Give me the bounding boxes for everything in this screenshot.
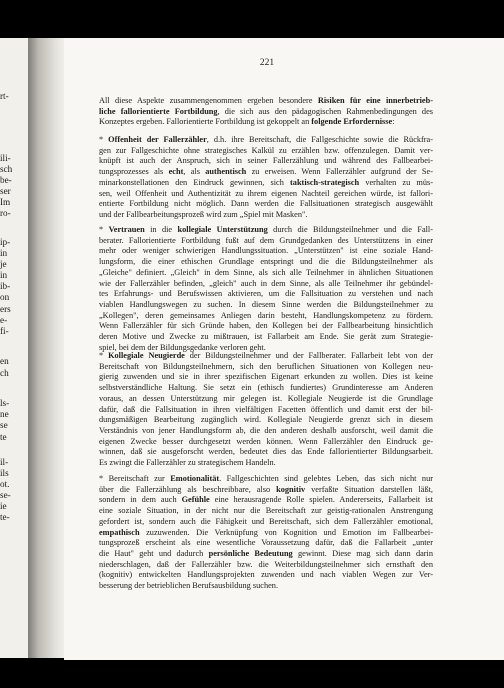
text-line xyxy=(99,405,433,416)
text-line xyxy=(99,268,433,279)
text-line xyxy=(99,300,433,311)
text-run: spiel, bei dem der Bildungsgedanke verloren geht. xyxy=(99,342,266,352)
text-run: entierte Fortbildung nicht möglich. Dann werden die Fallsituationen strategisch ausgewählt xyxy=(99,199,433,209)
right-page xyxy=(64,38,504,660)
text-run: gefordert ist, sondern auch die Fähigkeit und Bereitschaft, sich dem Fallerzähler emotional, xyxy=(99,516,433,526)
text-run: „Gleiche" definiert. „Gleich" in dem Sinne, als sich alle Teilnehmer in ähnlichen Situationen xyxy=(99,267,433,277)
text-line xyxy=(99,96,433,107)
text-run: mehr oder weniger schwierigen Handlungssituation. „Unterstützen" ist eine soziale Hand- xyxy=(99,246,433,256)
bold-text: Emotionalität xyxy=(170,474,220,483)
left-page-fragment: ro- xyxy=(0,208,11,218)
left-page-fragment: ser xyxy=(0,186,11,196)
left-page-fragment: se- xyxy=(0,490,11,500)
text-line xyxy=(99,210,433,221)
text-run: eine soziale Situation, in der nicht nur die Bereitschaft zur geistig-rationalen Anstrengung xyxy=(99,506,433,516)
text-run: tungsprozeß erscheint als eine wesentliche Voraussetzung dafür, daß die Fallarbeit „unter xyxy=(99,538,433,548)
page-number: 221 xyxy=(259,58,275,68)
text-run: Verständnis von jener Handlungsform ab, die den anderen deshalb ausforscht, weil damit die xyxy=(99,426,433,436)
bold-text: liche fallorientierte Fortbildung xyxy=(99,106,218,116)
left-page-fragment: rt- xyxy=(0,91,9,101)
left-page-fragment: Im xyxy=(0,197,11,207)
text-run: der Bildungsteilnehmer und der Fallberater. Fallarbeit lebt von der xyxy=(184,351,433,360)
bold-text: Vertrauen xyxy=(108,225,145,234)
left-page-fragment: ls- xyxy=(0,398,10,408)
text-run: selbstverständliche Haltung. Sie setzt ein (ethisch fundiertes) Grundinteresse am Anderen xyxy=(99,383,433,393)
text-line xyxy=(99,538,433,549)
text-line xyxy=(99,581,433,592)
left-page-fragment: ie xyxy=(0,501,7,511)
text-line xyxy=(99,332,433,343)
text-run: (kognitiv) entwickelten Handlungsprojekten zuwenden und nach viablen Wegen zur Ver- xyxy=(99,570,433,580)
left-page-fragment: ers xyxy=(0,304,11,314)
text-run: zu erweisen. Wenn Fallerzähler aufgrund der Se- xyxy=(246,167,433,177)
text-run: tes Erfahrungs- und Berufswissen aktivieren, um die Fallsituation zu verstehen und nach xyxy=(99,289,433,299)
text-line xyxy=(99,225,433,236)
text-run: * xyxy=(99,135,109,144)
text-run: : xyxy=(392,117,395,127)
paragraph xyxy=(99,96,433,128)
text-line xyxy=(99,437,433,448)
text-run: über die Fallerzählung als beschreibbare, also xyxy=(99,484,277,494)
text-run: * xyxy=(99,351,109,360)
left-page-fragment: ot. xyxy=(0,479,10,489)
left-page-fragment: ib- xyxy=(0,281,11,291)
text-line xyxy=(99,135,433,146)
text-line xyxy=(99,311,433,322)
bold-text: kognitiv xyxy=(276,484,306,494)
text-run: , die sich aus den pädagogischen Rahmenbedingungen des xyxy=(217,106,433,116)
text-line xyxy=(99,426,433,437)
text-run: in die xyxy=(144,225,178,234)
text-line xyxy=(99,485,433,496)
text-run: eigenen Zwecke besser durchgesetzt werden können. Wenn Fallerzähler den Eindruck ge- xyxy=(99,436,433,446)
text-run: Es zwingt die Fallerzähler zu strategischem Handeln. xyxy=(99,458,276,468)
text-run: deren Motive und Zwecke zu mißtrauen, ist Fallarbeit am Ende. Sie gerät zum Strategie- xyxy=(99,332,433,342)
text-line xyxy=(99,447,433,458)
bold-text: empathisch xyxy=(99,527,140,537)
text-line xyxy=(99,549,433,560)
text-run: gierig zuwenden und sie in ihrer spezifischen Eigenart erkunden zu wollen. Dies ist keine xyxy=(99,372,433,382)
text-run: besserung der betrieblichen Berufsausbildung suchen. xyxy=(99,581,279,591)
left-page-fragment: te- xyxy=(0,512,10,522)
text-line xyxy=(99,351,433,362)
text-run: Konzeptes ergeben. Fallorientierte Fortbildung ist gekoppelt an xyxy=(99,117,312,127)
text-line xyxy=(99,560,433,571)
left-page-fragment: en xyxy=(0,356,9,366)
text-run: gewinnt. Diese mag sich dann darin xyxy=(292,549,433,559)
text-run: . Fallgeschichten sind gelebtes Leben, das sich nicht nur xyxy=(219,474,433,483)
text-line xyxy=(99,257,433,268)
left-page-fragment: ip- xyxy=(0,237,11,247)
left-page-fragment: ne xyxy=(0,409,9,419)
text-run: verfaßte Situation darstellen läßt, xyxy=(305,484,433,494)
text-run: und der Fallbearbeitungsprozeß wird zum „Spiel mit Masken". xyxy=(99,210,308,220)
text-line xyxy=(99,289,433,300)
text-run: , als xyxy=(183,167,206,177)
text-run: All diese Aspekte zusammengenommen ergeben besondere xyxy=(99,96,318,105)
text-run: sen, weil Offenheit und Authentizität zu ihrem eigenen Nachteil gereichen würde, ist fallori- xyxy=(99,188,433,198)
text-run: berater. Fallorientierte Fortbildung fußt auf dem Grundgedanken des Unterstützens in einer xyxy=(99,235,433,245)
text-line xyxy=(99,372,433,383)
bold-text: folgende Erfordernisse xyxy=(311,117,393,127)
left-page-fragment: ch xyxy=(0,368,9,378)
text-run: die Haut" geht und dadurch xyxy=(99,549,209,559)
text-line xyxy=(99,246,433,257)
text-line xyxy=(99,236,433,247)
text-line xyxy=(99,415,433,426)
text-run: , d.h. ihre Bereitschaft, die Fallgeschichte sowie die Rückfra- xyxy=(206,135,433,144)
text-line xyxy=(99,506,433,517)
text-line xyxy=(99,458,433,469)
text-line xyxy=(99,189,433,200)
text-line xyxy=(99,321,433,332)
text-line xyxy=(99,156,433,167)
left-page-fragment: te xyxy=(0,432,7,442)
text-run: winnen, daß sie ausgeforscht werden, bedeutet dies das Ende fallorientierter Bildungsarbeit. xyxy=(99,447,433,457)
text-run: wie der Fallerzähler befinden, „gleich" auch in dem Sinne, als alle Teilnehmer ihr gebündel- xyxy=(99,278,433,288)
left-page-fragment: ili- xyxy=(0,153,11,163)
text-run: verhalten zu müs- xyxy=(359,177,433,187)
bold-text: persönliche Bedeutung xyxy=(208,549,293,559)
left-page-fragment: sch xyxy=(0,164,13,174)
bold-text: Offenheit der Fallerzähler xyxy=(108,135,207,144)
left-page-fragment: be- xyxy=(0,175,12,185)
text-run: viablen Handlungswegen zu suchen. In diesem Sinne werden die Bildungsteilnehmer zu xyxy=(99,300,433,310)
text-line xyxy=(99,199,433,210)
book-gutter xyxy=(28,38,64,658)
text-run: knüpft ist auch der Anspruch, sich in seiner Fallerzählung und während des Fallbearbei- xyxy=(99,156,433,166)
text-run: eine herausragende Rolle spielen. Andererseits, Fallarbeit ist xyxy=(209,495,433,505)
text-run: niederschlagen, daß der Fallerzähler bzw. die Weiterbildungsteilnehmer sich ernsthaft den xyxy=(99,559,433,569)
text-run: tungsprozesses als xyxy=(99,167,169,177)
text-run: * Bereitschaft zur xyxy=(99,474,171,483)
left-page-fragment: il- xyxy=(0,457,9,467)
text-run: gen zur Fallgeschichte ohne strategisches Kalkül zu erzählen bzw. offenzulegen. Damit ver- xyxy=(99,145,433,155)
text-run: durch die Bildungsteilnehmer und die Fall- xyxy=(267,225,433,234)
text-run: zuzuwenden. Die Verknüpfung von Kognition und Emotion im Fallbearbei- xyxy=(139,527,433,537)
text-run: Wenn Fallerzähler für sich Gründe haben, den Kollegen bei der Fallbearbeitung hinsichtlich xyxy=(99,321,433,331)
left-page-fragment: e- xyxy=(0,315,8,325)
left-page-fragment: se xyxy=(0,420,8,430)
text-line xyxy=(99,394,433,405)
text-line xyxy=(99,383,433,394)
text-run: sondern in dem auch xyxy=(99,495,182,505)
text-line xyxy=(99,279,433,290)
left-page-fragment: fi- xyxy=(0,326,9,336)
text-line xyxy=(99,474,433,485)
bold-text: Kollegiale Neugierde xyxy=(108,351,185,360)
left-page-fragment: in xyxy=(0,270,8,280)
text-run: minarkonstellationen den Eindruck gewinnen, sich xyxy=(99,177,291,187)
left-page-fragment: ils xyxy=(0,468,9,478)
paragraph xyxy=(99,474,433,592)
text-run: „Kollegen", deren gemeinsames Anliegen darin besteht, Handlungskompetenz zu fördern. xyxy=(99,310,433,320)
bold-text: taktisch-strategisch xyxy=(290,177,360,187)
text-line xyxy=(99,517,433,528)
text-line xyxy=(99,362,433,373)
left-page-fragment: in xyxy=(0,248,8,258)
text-run: lungsform, die einer ethischen Grundlage entspringt und die die Bildungsteilnehmer als xyxy=(99,257,433,267)
paragraph xyxy=(99,135,433,221)
left-page-edge xyxy=(0,38,28,658)
text-line xyxy=(99,528,433,539)
text-run: Bereitschaft von Bildungsteilnehmern, sich den beruflichen Situationen von Kollegen neu- xyxy=(99,361,433,371)
text-line xyxy=(99,178,433,189)
left-page-fragment: je xyxy=(0,259,7,269)
paragraph xyxy=(99,225,433,354)
text-run: dafür, daß die Fallsituation in ihren vielfältigen Facetten öffentlich und damit erst der bil- xyxy=(99,404,433,414)
text-line xyxy=(99,495,433,506)
text-run: * xyxy=(99,225,109,234)
text-run: dungsmäßigen Bearbeitung zugänglich wird. Kollegiale Neugierde grenzt sich in diesem xyxy=(99,415,433,425)
bold-text: kollegiale Unterstützung xyxy=(177,225,268,234)
paragraph xyxy=(99,351,433,469)
bold-text: authentisch xyxy=(205,167,247,177)
text-line xyxy=(99,107,433,118)
text-line xyxy=(99,146,433,157)
text-line xyxy=(99,117,433,128)
text-line xyxy=(99,167,433,178)
bold-text: Gefühle xyxy=(181,495,210,505)
bold-text: Risiken für eine innerbetrieb- xyxy=(317,96,433,105)
text-run: voraus, an dessen Unterstützung mir gelegen ist. Kollegiale Neugierde ist die Grundlage xyxy=(99,393,433,403)
left-page-fragment: on xyxy=(0,292,10,302)
text-line xyxy=(99,570,433,581)
bold-text: echt xyxy=(168,167,184,177)
